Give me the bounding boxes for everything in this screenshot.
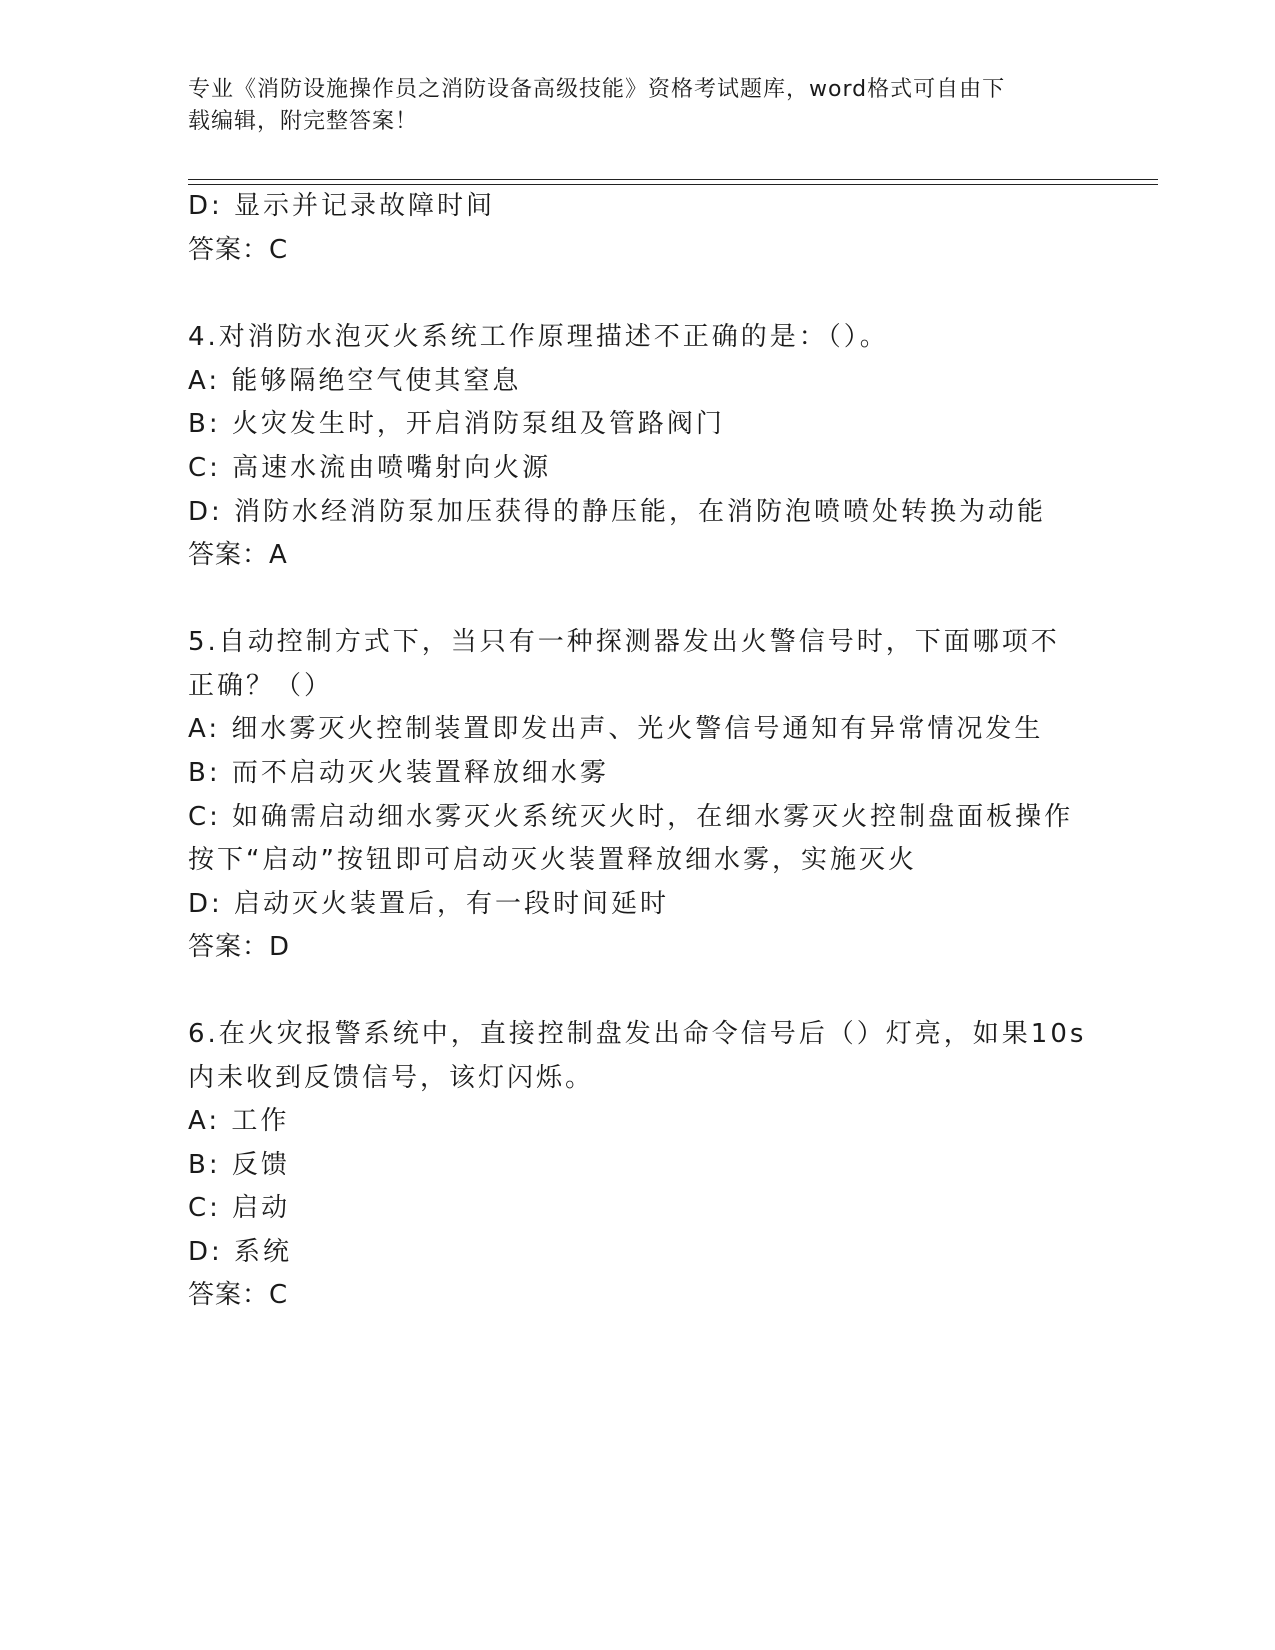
q4-option-b: B: 火灾发生时，开启消防泵组及管路阀门 bbox=[188, 409, 725, 439]
header-divider-top bbox=[188, 179, 1158, 180]
q6-option-c: C: 启动 bbox=[188, 1193, 291, 1223]
q5-option-b: B: 而不启动灭火装置释放细水雾 bbox=[188, 758, 609, 788]
q6-option-b: B: 反馈 bbox=[188, 1150, 290, 1180]
q3-answer: 答案：C bbox=[188, 235, 289, 265]
q5-option-c-line-1: C: 如确需启动细水雾灭火系统灭火时，在细水雾灭火控制盘面板操作 bbox=[188, 802, 1074, 832]
q5-answer: 答案：D bbox=[188, 932, 291, 962]
header-divider-bottom bbox=[188, 184, 1158, 185]
header-line-1: 专业《消防设施操作员之消防设备高级技能》资格考试题库，word格式可自由下 bbox=[188, 77, 1006, 102]
q4-option-c: C: 高速水流由喷嘴射向火源 bbox=[188, 453, 552, 483]
header-line-2: 载编辑，附完整答案！ bbox=[188, 109, 419, 134]
q5-option-d: D: 启动灭火装置后，有一段时间延时 bbox=[188, 889, 670, 919]
document-header bbox=[188, 74, 1088, 138]
q6-answer: 答案：C bbox=[188, 1280, 289, 1310]
q5-option-a: A: 细水雾灭火控制装置即发出声、光火警信号通知有异常情况发生 bbox=[188, 714, 1044, 744]
q6-option-d: D: 系统 bbox=[188, 1237, 293, 1267]
q3-option-d: D: 显示并记录故障时间 bbox=[188, 191, 496, 221]
q5-stem-line-1: 5.自动控制方式下，当只有一种探测器发出火警信号时，下面哪项不 bbox=[188, 627, 1060, 657]
q4-option-a: A: 能够隔绝空气使其窒息 bbox=[188, 366, 522, 396]
q6-option-a: A: 工作 bbox=[188, 1106, 290, 1136]
q6-stem-line-1: 6.在火灾报警系统中，直接控制盘发出命令信号后（）灯亮，如果10s bbox=[188, 1019, 1087, 1049]
q4-answer: 答案：A bbox=[188, 540, 288, 570]
q5-option-c-line-2: 按下“启动”按钮即可启动灭火装置释放细水雾，实施灭火 bbox=[188, 845, 917, 875]
q6-stem-line-2: 内未收到反馈信号，该灯闪烁。 bbox=[188, 1063, 595, 1093]
q4-option-d: D: 消防水经消防泵加压获得的静压能，在消防泡喷喷处转换为动能 bbox=[188, 497, 1047, 527]
q4-stem: 4.对消防水泡灭火系统工作原理描述不正确的是：（）。 bbox=[188, 322, 889, 352]
q5-stem-line-2: 正确？（） bbox=[188, 671, 334, 701]
